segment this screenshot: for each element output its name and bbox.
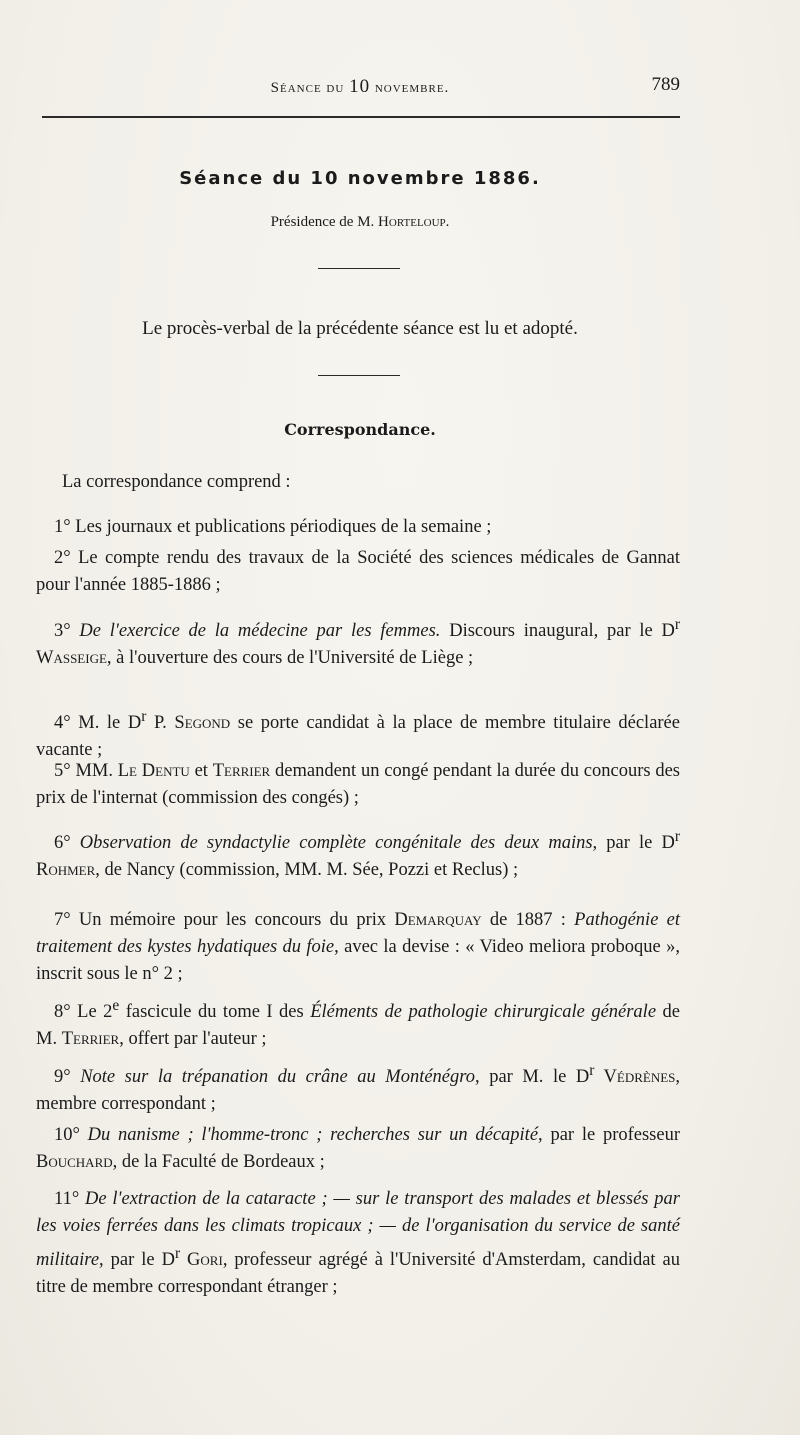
item-text: , par le D (99, 1250, 175, 1271)
item-title: De l'exercice de la médecine par les femmes. (79, 621, 441, 642)
item-text: et (189, 761, 213, 781)
item-number: 10° (54, 1125, 88, 1145)
item-author: Demarquay (394, 910, 482, 930)
presidence-line (0, 214, 720, 231)
list-item (36, 1122, 680, 1176)
intro-text: La correspondance comprend : (62, 472, 291, 492)
item-text: , professeur agrégé à l'Université d'Amsterdam, candidat au titre de membre correspondant étranger ; (36, 1250, 680, 1298)
proces-verbal: Le procès-verbal de la précédente séance est lu et adopté. (142, 318, 578, 339)
item-text: M. le D (78, 713, 142, 734)
list-item (36, 907, 680, 988)
item-text: , avec la devise : « Video meliora proboque », inscrit sous le n° 2 ; (36, 937, 680, 984)
item-text: par le D (597, 833, 675, 854)
list-item (36, 514, 680, 541)
item-author: Védrènes (594, 1067, 676, 1088)
item-number: 3° (54, 621, 80, 642)
running-title-number: 10 (349, 76, 371, 97)
item-text: P. (146, 713, 175, 734)
item-text: Le compte rendu des travaux de la Société des sciences médicales de Gannat pour l'année 1885-1886 ; (36, 548, 680, 595)
item-title: Pathogénie et traitement des kystes hydatiques du foie (36, 910, 680, 957)
item-text: se porte candidat à la place de membre titulaire déclarée vacante ; (36, 713, 680, 761)
item-sup: r (141, 708, 147, 725)
item-text: Les journaux et publications périodiques de la semaine ; (75, 517, 492, 537)
item-title: Du nanisme ; l'homme-tronc ; recherches sur un décapité (87, 1125, 539, 1145)
list-item (36, 1057, 680, 1118)
header-rule (42, 116, 680, 118)
page-number: 789 (651, 74, 680, 95)
item-title: De l'extraction de la cataracte ; — sur le transport des malades et blessés par les voies ferrées dans les climats tropicaux ; — de l'organisation du service de santé militaire (36, 1189, 681, 1271)
item-number: 5° (54, 761, 76, 781)
item-number: 9° (54, 1067, 81, 1088)
item-author: Bouchard (36, 1152, 113, 1172)
item-text: demandent un congé pendant la durée du concours des prix de l'internat (commission des congés) ; (36, 761, 681, 808)
item-number: 2° (54, 548, 79, 568)
item-number: 7° (54, 910, 79, 930)
item-sup: r (674, 616, 681, 633)
item-title: Note sur la trépanation du crâne au Monténégro (80, 1067, 476, 1088)
running-title (40, 76, 680, 98)
separator-rule (318, 268, 400, 269)
presidence-suffix: . (445, 214, 450, 230)
list-item (36, 758, 680, 812)
item-author: Terrier (61, 1029, 120, 1050)
item-number: 6° (54, 833, 80, 854)
item-number: 4° (54, 713, 79, 734)
section-title: Correspondance. (284, 420, 436, 439)
list-item (36, 1186, 680, 1301)
item-author: Gori (180, 1250, 223, 1271)
item-title: Observation de syndactylie complète congénitale des deux mains, (79, 833, 598, 854)
running-head (40, 72, 680, 100)
item-author: Segond (174, 713, 231, 734)
presidence-prefix: Présidence de M. (270, 214, 379, 230)
item-number: 1° (54, 517, 76, 537)
item-text: fascicule du tome I des (119, 1002, 311, 1023)
list-item (36, 611, 680, 672)
running-title-b: novembre. (370, 80, 450, 96)
item-text: , offert par l'auteur ; (119, 1029, 267, 1050)
running-title-a: Séance du (270, 80, 350, 96)
item-text: Un mémoire pour les concours du prix (78, 910, 395, 930)
item-sup: r (674, 828, 680, 845)
item-text: de 1887 : (481, 910, 575, 930)
list-item (36, 545, 680, 599)
item-text: , par le professeur (538, 1125, 680, 1145)
item-text: , membre correspondant ; (36, 1067, 681, 1115)
item-text: Le 2 (77, 1002, 113, 1023)
president-name: Horteloup (378, 214, 446, 230)
item-author: Terrier (212, 761, 271, 781)
item-text: , par M. le D (475, 1067, 590, 1088)
item-number: 8° (54, 1002, 78, 1023)
item-sup: r (589, 1062, 595, 1079)
item-author: Le Dentu (117, 761, 190, 781)
item-sup: r (174, 1245, 181, 1262)
item-text: de M. (36, 1002, 680, 1050)
item-sup: e (112, 997, 120, 1014)
separator-rule (318, 375, 400, 376)
item-text: , de la Faculté de Bordeaux ; (112, 1152, 325, 1172)
item-title: Éléments de pathologie chirurgicale générale (310, 1002, 657, 1023)
item-author: Wasseige (36, 648, 107, 669)
item-text: , à l'ouverture des cours de l'Université de Liège ; (106, 648, 474, 669)
item-text: Discours inaugural, par le D (440, 621, 675, 642)
item-author: Rohmer (36, 860, 96, 881)
list-item (36, 703, 680, 764)
seance-title: Séance du 10 novembre 1886. (179, 168, 541, 189)
item-number: 11° (54, 1189, 86, 1209)
list-item (36, 823, 680, 884)
item-text: , de Nancy (commission, MM. M. Sée, Pozzi et Reclus) ; (95, 860, 519, 881)
list-item (36, 992, 680, 1053)
item-text: MM. (75, 761, 118, 781)
